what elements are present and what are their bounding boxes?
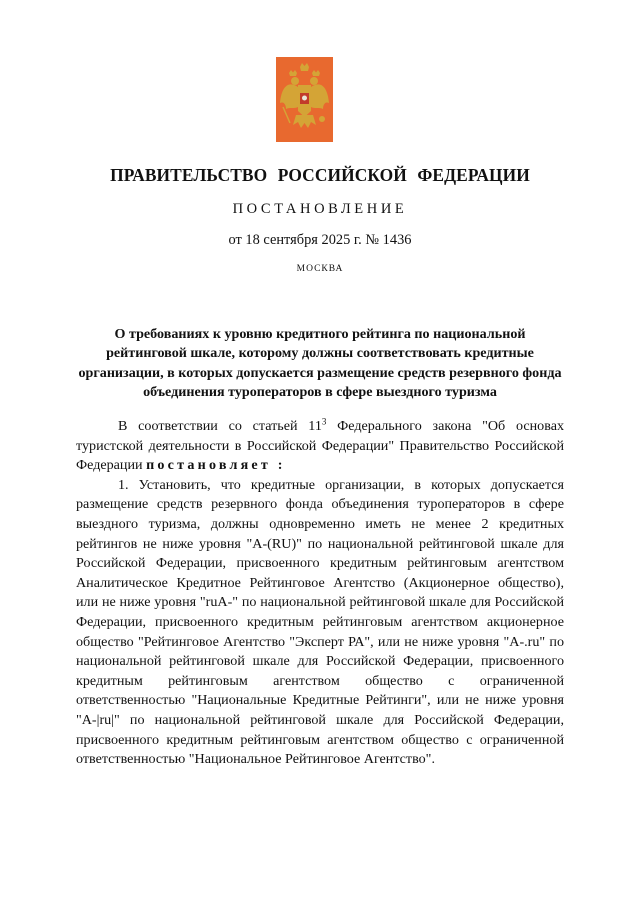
document-type: ПОСТАНОВЛЕНИЕ [232, 201, 408, 217]
document-date-number: от 18 сентября 2025 г. № 1436 [228, 232, 412, 248]
preamble-text: В соответствии со статьей 11 [118, 418, 322, 434]
clause-1: 1. Установить, что кредитные организации, в которых допускается размещение средств резервного фонда объединения туроператоров в сфере выездного туризма, должны одновременно иметь не менее 2 кредитных рейтингов не ниже уровня "A-(RU)" по национальной рейтинговой шкале для Российской Федерации, присвоенного кредитным рейтинговым агентством Аналитическое Кредитное Рейтинговое Агентство (Акционерное общество), или не ниже уровня "ruA-" по национальной рейтинговой шкале для Российской Федерации, присвоенного кредитным рейтинговым агентством акционерное общество "Рейтинговое Агентство "Эксперт РА", или не ниже уровня "A-.ru" по национальной рейтинговой шкале для Российской Федерации, присвоенного кредитным рейтинговым агентством общество с ограниченной ответственностью "Национальные Кредитные Рейтинги", или не ниже уровня "A-|ru|" по национальной рейтинговой шкале для Российской Федерации, присвоенного кредитным рейтинговым агентством общество с ограниченной ответственностью "Национальное Рейтинговое Агентство". [76, 476, 564, 768]
government-name: ПРАВИТЕЛЬСТВО РОССИЙСКОЙ ФЕДЕРАЦИИ [110, 165, 530, 185]
document-body [76, 417, 564, 770]
document-title: О требованиях к уровню кредитного рейтинга по национальной рейтинговой шкале, которому должны соответствовать кредитные организации, в которых допускается размещение средств резервного фонда объединения туроператоров в сфере выездного туризма [78, 326, 562, 400]
resolves-colon: : [271, 457, 286, 474]
document-city: МОСКВА [296, 264, 344, 274]
article-superscript: 3 [321, 416, 327, 427]
preamble-text-cont: Федерального закона "Об основах туристской деятельности в Российской Федерации" Правительство Российской Федерации [76, 418, 564, 474]
russian-coat-of-arms-icon [276, 57, 333, 142]
resolves-word: постановляет [146, 457, 272, 474]
preamble-paragraph [76, 417, 564, 476]
